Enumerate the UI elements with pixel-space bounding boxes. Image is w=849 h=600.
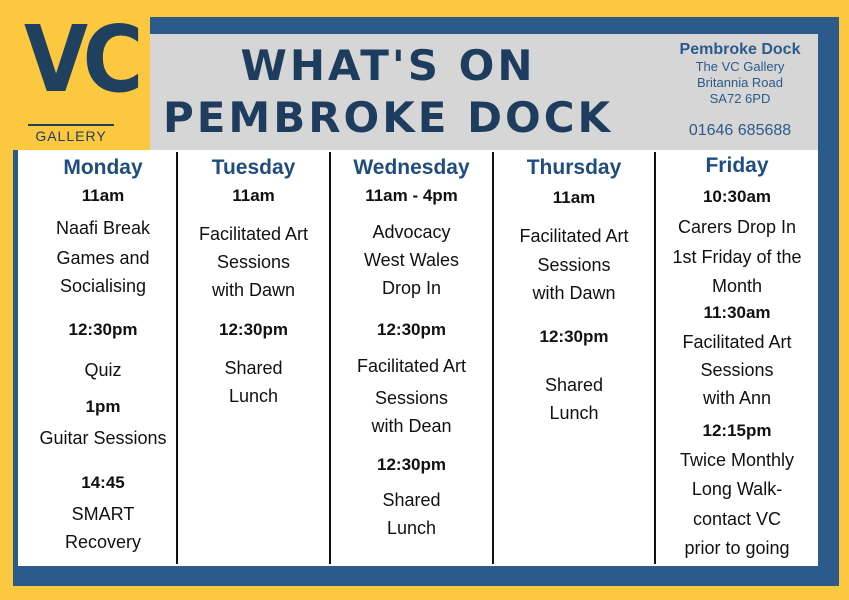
day-column-friday [656, 152, 818, 564]
event-time: 12:30pm [377, 455, 446, 474]
day-heading: Wednesday [353, 156, 470, 179]
event-time: 11am [552, 188, 596, 207]
event-text: prior to going [684, 538, 790, 558]
address-line-2: Britannia Road [697, 75, 783, 90]
page-title [133, 40, 643, 144]
event-text: Shared [224, 358, 283, 378]
event-time: 12:30pm [377, 320, 446, 339]
event-text: Month [711, 276, 763, 296]
event-text: Facilitated Art [356, 356, 467, 376]
address-block [645, 40, 835, 140]
title-line-1: WHAT'S ON [240, 41, 536, 90]
event-text: Games and [56, 248, 150, 268]
event-text: Advocacy [372, 222, 451, 242]
day-heading: Friday [705, 154, 769, 177]
event-text: Sessions [700, 360, 774, 380]
event-text: Carers Drop In [677, 217, 797, 237]
title-line-2: PEMBROKE DOCK [162, 93, 614, 142]
event-text: Lunch [386, 518, 437, 538]
logo-letters: VC [24, 6, 139, 113]
event-time: 11am [81, 186, 125, 205]
event-text: Long Walk- [691, 479, 783, 499]
event-text: Guitar Sessions [39, 428, 167, 448]
event-time: 11:30am [703, 303, 771, 322]
logo-rule [28, 124, 114, 126]
event-text: with Dawn [211, 280, 296, 300]
event-time: 10:30am [702, 187, 772, 206]
event-text: Facilitated Art [198, 224, 309, 244]
day-heading: Monday [63, 156, 143, 179]
event-text: Lunch [228, 386, 279, 406]
event-text: Sessions [537, 255, 611, 275]
address-postcode: SA72 6PD [709, 91, 771, 106]
event-text: 1st Friday of the [672, 247, 802, 267]
event-time: 14:45 [81, 473, 125, 492]
event-time: 11am - 4pm [365, 186, 458, 205]
event-text: Drop In [381, 278, 442, 298]
event-time: 12:30pm [68, 320, 138, 339]
event-time: 11am [232, 186, 275, 205]
event-text: Naafi Break [55, 218, 151, 238]
event-time: 12:30pm [219, 320, 288, 339]
event-text: with Dean [371, 416, 452, 436]
event-text: Recovery [64, 532, 142, 552]
event-text: Shared [544, 375, 604, 395]
day-column-monday [30, 152, 176, 564]
event-text: with Dawn [532, 283, 616, 303]
day-heading: Thursday [526, 156, 622, 179]
event-time: 1pm [85, 397, 121, 416]
event-text: with Ann [702, 388, 772, 408]
event-text: Shared [382, 490, 441, 510]
day-heading: Tuesday [211, 156, 296, 179]
event-text: Twice Monthly [679, 450, 795, 470]
address-name: Pembroke Dock [679, 41, 801, 58]
address-phone: 01646 685688 [688, 122, 792, 139]
event-text: Lunch [549, 403, 599, 423]
event-text: West Wales [363, 250, 460, 270]
event-text: Facilitated Art [682, 332, 792, 352]
day-column-wednesday [331, 152, 492, 564]
event-text: Quiz [84, 360, 122, 380]
event-text: Sessions [216, 252, 291, 272]
event-text: Socialising [59, 276, 147, 296]
address-line-1: The VC Gallery [695, 59, 785, 74]
event-text: Sessions [374, 388, 449, 408]
vc-gallery-logo [24, 6, 139, 146]
day-column-tuesday [178, 152, 329, 564]
event-text: SMART [71, 504, 135, 524]
event-text: contact VC [692, 509, 782, 529]
event-text: Facilitated Art [519, 226, 629, 246]
day-column-thursday [494, 152, 654, 564]
event-time: 12:30pm [539, 327, 609, 346]
event-time: 12:15pm [702, 421, 772, 440]
logo-subtitle: GALLERY [35, 128, 107, 144]
